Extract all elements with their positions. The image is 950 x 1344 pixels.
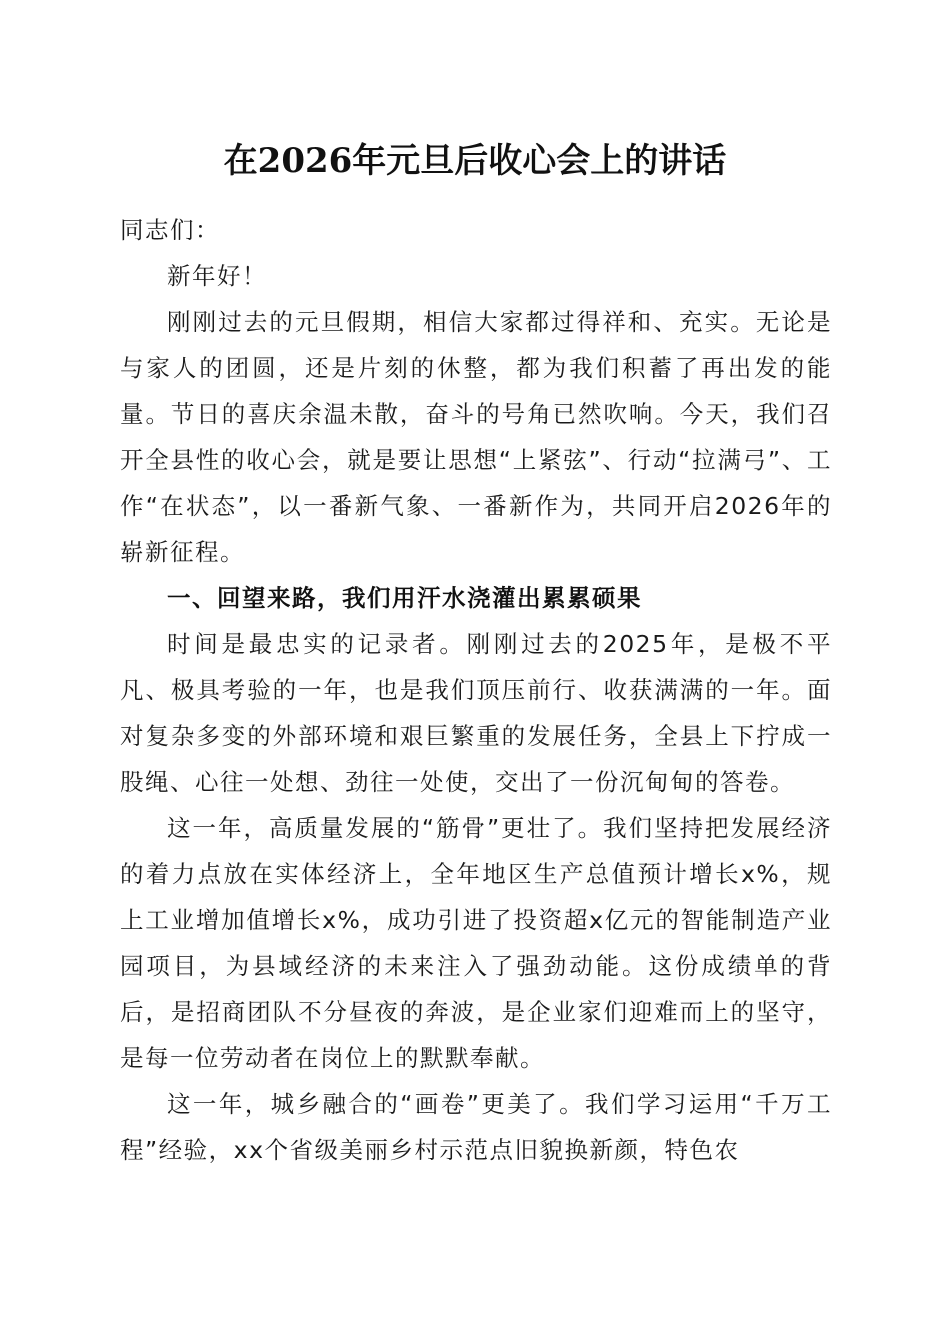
section1-paragraph-1: 时间是最忠实的记录者。刚刚过去的2025年，是极不平凡、极具考验的一年，也是我们顶压前行、收获满满的一年。面对复杂多变的外部环境和艰巨繁重的发展任务，全县上下拧成一股绳、心往一处想、劲往一处使，交出了一份沉甸甸的答卷。 (120, 630, 832, 796)
document-body (120, 207, 832, 1173)
salutation: 同志们： (120, 216, 220, 244)
section1-paragraph-3: 这一年，城乡融合的“画卷”更美了。我们学习运用“千万工程”经验，xx个省级美丽乡村示范点旧貌换新颜，特色农 (120, 1090, 832, 1164)
section-heading-1: 一、回望来路，我们用汗水浇灌出累累硕果 (167, 584, 642, 612)
document-title: 在2026年元旦后收心会上的讲话 (223, 141, 727, 181)
intro-paragraph: 刚刚过去的元旦假期，相信大家都过得祥和、充实。无论是与家人的团圆，还是片刻的休整，都为我们积蓄了再出发的能量。节日的喜庆余温未散，奋斗的号角已然吹响。今天，我们召开全县性的收心会，就是要让思想“上紧弦”、行动“拉满弓”、工作“在状态”，以一番新气象、一番新作为，共同开启2026年的崭新征程。 (120, 308, 832, 566)
greeting: 新年好！ (167, 262, 267, 290)
section1-paragraph-2: 这一年，高质量发展的“筋骨”更壮了。我们坚持把发展经济的着力点放在实体经济上，全年地区生产总值预计增长x%，规上工业增加值增长x%，成功引进了投资超x亿元的智能制造产业园项目，为县域经济的未来注入了强劲动能。这份成绩单的背后，是招商团队不分昼夜的奔波，是企业家们迎难而上的坚守，是每一位劳动者在岗位上的默默奉献。 (120, 814, 832, 1072)
